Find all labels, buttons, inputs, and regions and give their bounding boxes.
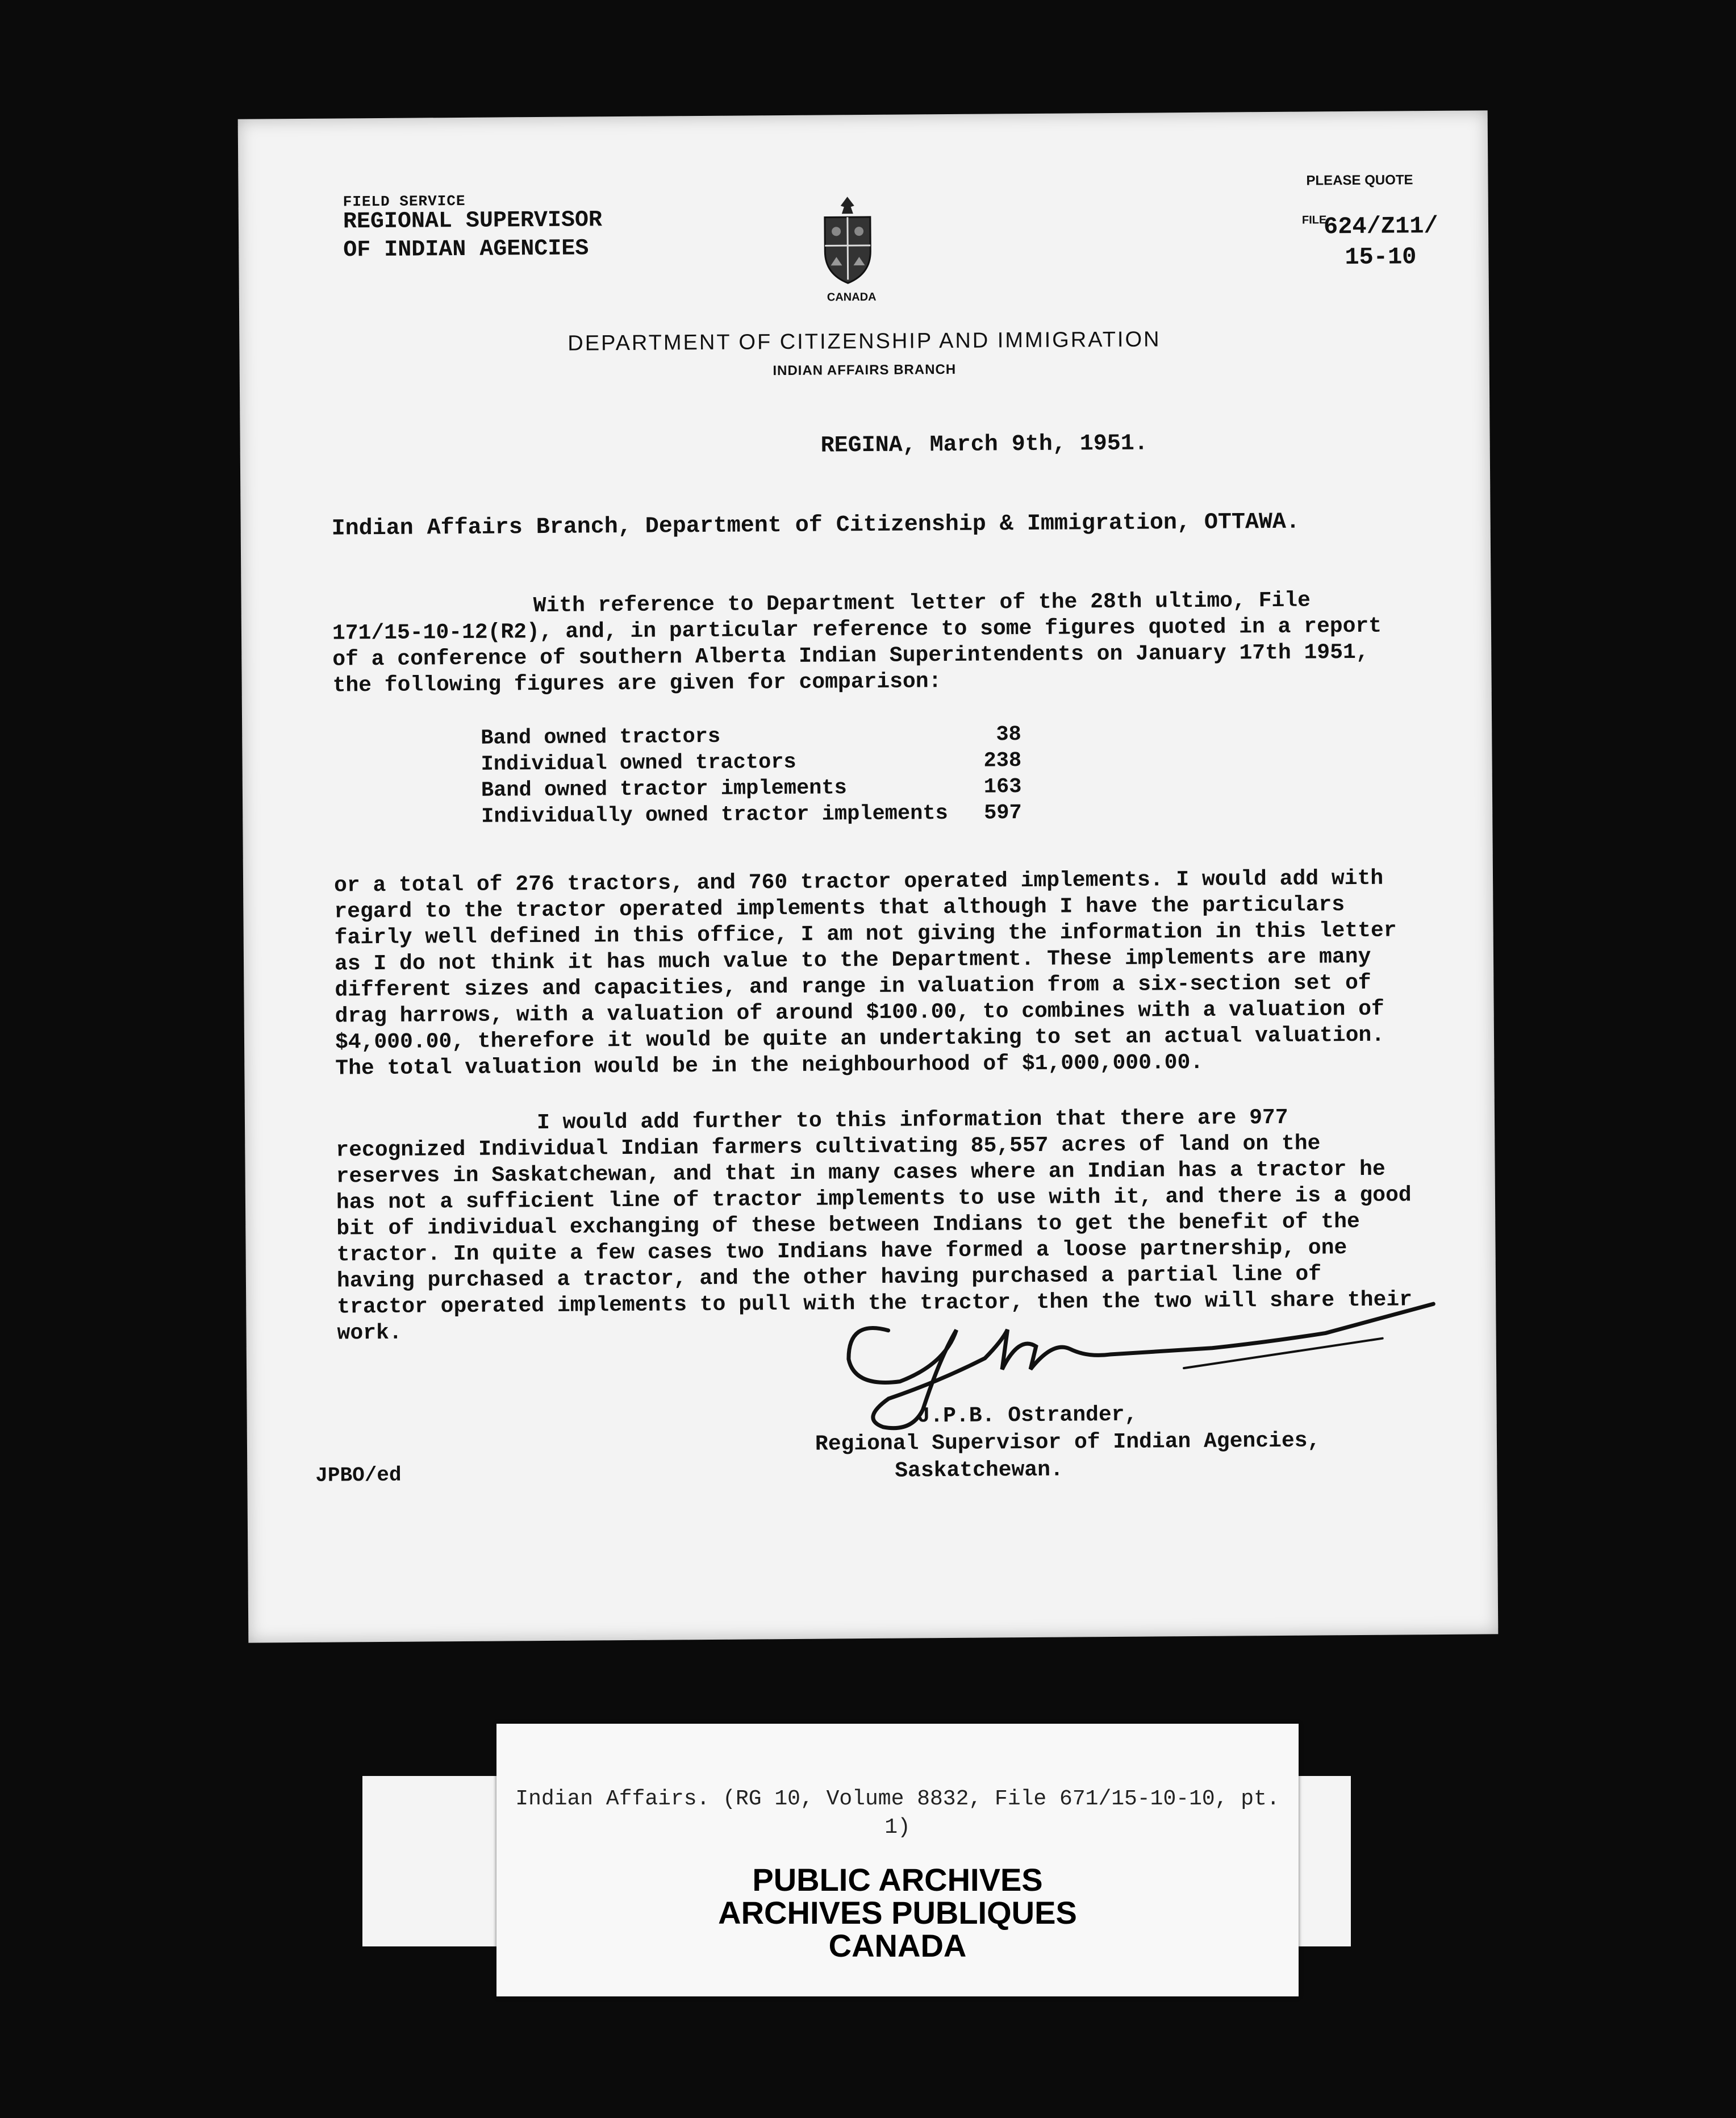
branch-heading: INDIAN AFFAIRS BRANCH (773, 361, 957, 379)
canada-crest-icon (813, 194, 882, 286)
paragraph-farmers: I would add further to this information that there are 977 recognized Individual Indian farmers cultivating 85,557 acres of land on the reserves in Saskatchewan, and that in many cases where an Indian has a tractor he has not a sufficient line of tractor implements to use with it, and there is a good bit of individual exchanging of these between Indians to get the benefit of the tractor. In quite a few cases two Indians have formed a loose partnership, one having purchased a tractor, and the other having purchased a partial line of tractor operated implements to pull with the tractor, then the two will share their work. (336, 1105, 1413, 1346)
file-number: 624/Z11/ 15-10 (1323, 212, 1438, 272)
figure-value: 38 (996, 723, 1021, 747)
figure-value: 163 (983, 775, 1022, 799)
date-line: REGINA, March 9th, 1951. (820, 431, 1148, 459)
signer-title: Regional Supervisor of Indian Agencies, (815, 1428, 1321, 1457)
file-label: FILE (1301, 214, 1327, 227)
archive-name-en: PUBLIC ARCHIVES (752, 1862, 1043, 1898)
paragraph-intro: With reference to Department letter of the 28th ultimo, File 171/15-10-12(R2), and, in particular reference to some figures quoted in a report of a conference of southern Alberta Indian Superintendents on January 17th 1951, the following figures are given for comparison: (332, 588, 1382, 698)
department-heading: DEPARTMENT OF CITIZENSHIP AND IMMIGRATION (567, 327, 1161, 356)
paragraph-implements: or a total of 276 tractors, and 760 tractor operated implements. I would add with regard to the tractor operated implements that although I have the particulars fairly well defined in this office, I am not giving the information in this letter as I do not think it has much value to the Department. These implements are many different sizes and capacities, and range in valuation from a six-section set of drag harrows, with a valuation of around $100.00, to combines with a valuation of $4,000.00, therefore it would be quite an undertaking to set an actual valuation. The total valuation would be in the neighbourhood of $1,000,000.00. (333, 866, 1397, 1081)
sender-office-line1: REGIONAL SUPERVISOR (343, 207, 603, 235)
signer-name: J.P.B. Ostrander, (917, 1402, 1138, 1429)
label-tab-right (1296, 1776, 1351, 1946)
figure-label: Individual owned tractors (481, 750, 796, 777)
sender-office-line2: OF INDIAN AGENCIES (343, 236, 589, 264)
addressee: Indian Affairs Branch, Department of Citizenship & Immigration, OTTAWA. (331, 509, 1300, 542)
figure-label: Band owned tractors (481, 724, 721, 751)
figure-label: Band owned tractor implements (481, 776, 847, 803)
figures-row (481, 800, 1022, 830)
field-service-label: FIELD SERVICE (343, 192, 466, 211)
archive-label-card (496, 1724, 1299, 1996)
please-quote-label: PLEASE QUOTE (1306, 172, 1413, 189)
signer-region: Saskatchewan. (895, 1457, 1063, 1483)
label-tab-left (362, 1776, 499, 1946)
typist-initials: JPBO/ed (315, 1463, 402, 1487)
figures-row (481, 722, 1021, 752)
figures-table (481, 722, 1022, 830)
archive-country: CANADA (828, 1928, 967, 1963)
crest-caption: CANADA (827, 290, 877, 304)
figure-value: 597 (984, 801, 1022, 825)
figures-row (481, 748, 1021, 778)
figures-row (481, 774, 1022, 804)
letter-page (238, 110, 1499, 1642)
archive-reference: Indian Affairs. (RG 10, Volume 8832, File 671/15-10-10, pt. 1) (515, 1787, 1280, 1840)
figure-value: 238 (983, 749, 1022, 773)
archive-name-fr: ARCHIVES PUBLIQUES (718, 1895, 1077, 1931)
figure-label: Individually owned tractor implements (481, 802, 948, 829)
